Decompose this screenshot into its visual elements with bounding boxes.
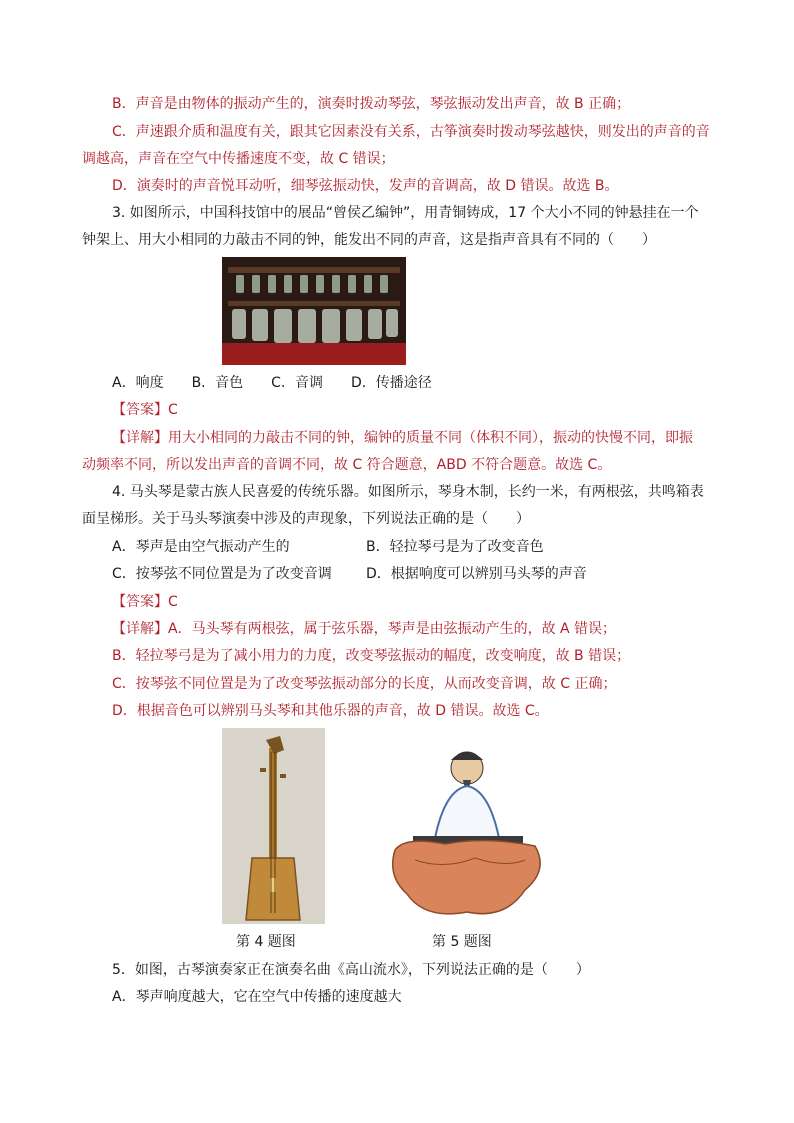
q4-stem-line1: 4. 马头琴是蒙古族人民喜爱的传统乐器。如图所示，琴身木制，长约一米，有两根弦，共鸣箱表 bbox=[112, 484, 704, 500]
q4-detail-c: C．按琴弦不同位置是为了改变琴弦振动部分的长度，从而改变音调，故 C 正确； bbox=[112, 676, 617, 692]
q5-stem: 5．如图，古琴演奏家正在演奏名曲《高山流水》，下列说法正确的是（ ） bbox=[112, 962, 590, 978]
figure-4-caption: 第 4 题图 bbox=[236, 934, 296, 950]
q4-detail-b: B．轻拉琴弓是为了减小用力的力度，改变琴弦振动的幅度，改变响度，故 B 错误； bbox=[112, 648, 631, 664]
q4-option-d: D．根据响度可以辨别马头琴的声音 bbox=[366, 566, 587, 582]
figure-5-caption: 第 5 题图 bbox=[432, 934, 492, 950]
answer-tag: 【答案】 bbox=[112, 594, 168, 610]
q2-explain-c2: 调越高，声音在空气中传播速度不变，故 C 错误； bbox=[82, 151, 395, 167]
q3-detail-line1 bbox=[112, 428, 752, 448]
q2-explain-b: B．声音是由物体的振动产生的，演奏时拨动琴弦，琴弦振动发出声音，故 B 正确； bbox=[112, 96, 631, 112]
q4-options-row2 bbox=[112, 564, 752, 584]
q3-stem-line1: 3. 如图所示，中国科技馆中的展品“曾侯乙编钟”，用青铜铸成，17 个大小不同的钟悬挂在一个 bbox=[112, 205, 699, 221]
guqin-player-image bbox=[385, 740, 549, 924]
answer-tag: 【答案】 bbox=[112, 402, 168, 418]
q3-stem-line2: 钟架上、用大小相同的力敲击不同的钟，能发出不同的声音，这是指声音具有不同的（ ） bbox=[82, 232, 656, 248]
answer-value: C bbox=[168, 402, 178, 418]
q4-detail-a bbox=[112, 619, 752, 639]
answer-value: C bbox=[168, 594, 178, 610]
q4-options-row1 bbox=[112, 537, 752, 557]
bianzhong-image bbox=[222, 257, 406, 365]
q3-options: A．响度 B．音色 C．音调 D．传播途径 bbox=[112, 375, 432, 391]
q4-option-a: A．琴声是由空气振动产生的 bbox=[112, 539, 290, 555]
q4-option-c: C．按琴弦不同位置是为了改变音调 bbox=[112, 566, 332, 582]
q2-explain-d: D．演奏时的声音悦耳动听，细琴弦振动快，发声的音调高，故 D 错误。故选 B。 bbox=[112, 178, 619, 194]
detail-text: A．马头琴有两根弦，属于弦乐器，琴声是由弦振动产生的，故 A 错误； bbox=[168, 621, 617, 637]
q3-detail-line2: 动频率不同，所以发出声音的音调不同，故 C 符合题意，ABD 不符合题意。故选 C。 bbox=[82, 457, 612, 473]
detail-text: 用大小相同的力敲击不同的钟，编钟的质量不同（体积不同），振动的快慢不同，即振 bbox=[168, 430, 693, 446]
detail-tag: 【详解】 bbox=[112, 621, 168, 637]
q4-stem-line2: 面呈梯形。关于马头琴演奏中涉及的声现象，下列说法正确的是（ ） bbox=[82, 511, 530, 527]
detail-tag: 【详解】 bbox=[112, 430, 168, 446]
q2-explain-c1: C．声速跟介质和温度有关，跟其它因素没有关系，古筝演奏时拨动琴弦越快，则发出的声音的音 bbox=[112, 124, 710, 140]
q5-option-a: A．琴声响度越大，它在空气中传播的速度越大 bbox=[112, 989, 402, 1005]
matouqin-image bbox=[222, 728, 325, 924]
q4-detail-d: D．根据音色可以辨别马头琴和其他乐器的声音，故 D 错误。故选 C。 bbox=[112, 703, 549, 719]
q4-option-b: B．轻拉琴弓是为了改变音色 bbox=[366, 539, 544, 555]
q4-answer bbox=[112, 592, 752, 612]
q3-answer bbox=[112, 400, 752, 420]
